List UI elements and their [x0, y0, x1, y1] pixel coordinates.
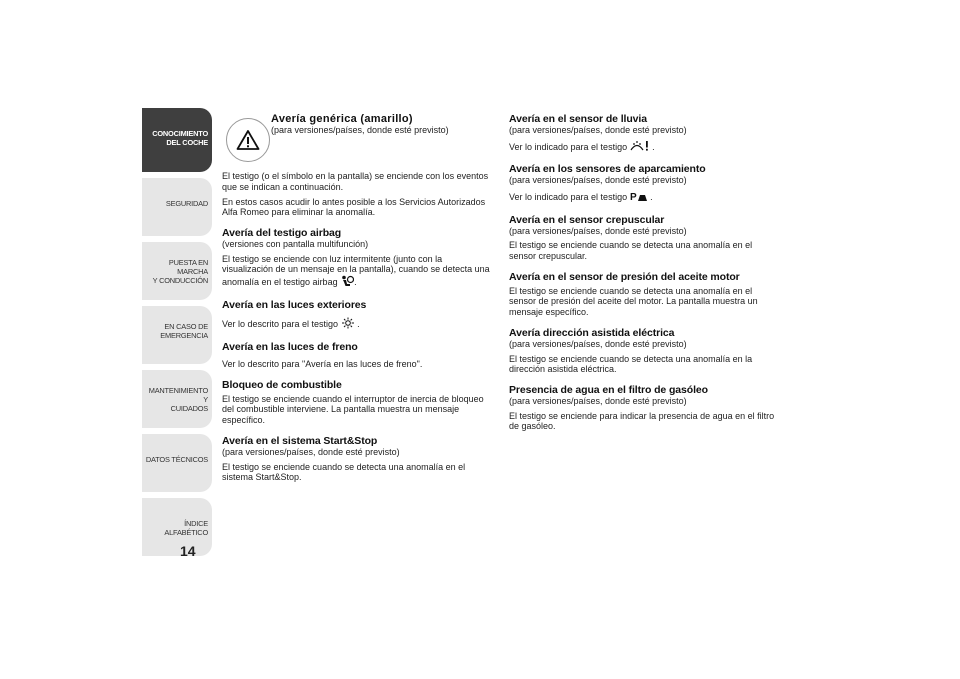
section-subtitle: (para versiones/países, donde esté previsto): [509, 125, 687, 135]
section-exterior-lights: [222, 299, 494, 332]
section-title: Avería en el sensor de presión del aceite motor: [509, 270, 740, 283]
tab-label: ÍNDICE ALFABÉTICO: [164, 519, 208, 537]
chapter-sidebar: [142, 108, 212, 562]
paragraph: El testigo (o el símbolo en la pantalla) se enciende con los eventos que se indican a continuación.: [222, 171, 489, 192]
section-title: Avería en los sensores de aparcamiento: [509, 163, 706, 176]
section-electric-steering: [509, 327, 781, 375]
section-title: Presencia de agua en el filtro de gasóleo: [509, 384, 708, 397]
section-parking-sensors: [509, 163, 781, 204]
section-title: Avería en el sensor crepuscular: [509, 213, 665, 226]
section-subtitle: (para versiones/países, donde esté previsto): [509, 339, 687, 350]
punctuation: .: [357, 318, 360, 329]
paragraph: Ver lo indicado para el testigo: [509, 141, 628, 152]
section-title: Avería en el sistema Start&Stop: [222, 435, 378, 448]
section-rain-sensor: [509, 113, 781, 154]
tab-indice-alfabetico[interactable]: [142, 498, 212, 556]
section-subtitle: (versiones con pantalla multifunción): [222, 239, 369, 250]
paragraph: El testigo se enciende cuando se detecta una anomalía en el sistema Start&Stop.: [222, 461, 466, 483]
tab-label: PUESTA EN MARCHA Y CONDUCCIÓN: [152, 258, 208, 285]
parking-sensor-icon: [630, 190, 648, 205]
tab-conocimiento-del-coche[interactable]: [142, 108, 212, 172]
tab-seguridad[interactable]: [142, 178, 212, 236]
section-subtitle: (para versiones/países, donde esté previsto): [222, 447, 400, 458]
section-airbag: [222, 227, 494, 290]
warning-triangle-icon: [226, 118, 270, 162]
section-title: Avería del testigo airbag: [222, 227, 342, 240]
tab-en-caso-de-emergencia[interactable]: [142, 306, 212, 364]
punctuation: .: [652, 141, 655, 152]
section-title: Bloqueo de combustible: [222, 378, 342, 391]
exterior-light-icon: [341, 317, 355, 332]
tab-mantenimiento[interactable]: [142, 370, 212, 428]
punctuation: .: [650, 191, 653, 202]
section-water-in-fuel: [509, 384, 781, 432]
paragraph: Ver lo descrito para "Avería en las luces de freno".: [222, 358, 423, 369]
section-subtitle: (para versiones/países, donde esté previsto): [509, 175, 687, 186]
paragraph: El testigo se enciende para indicar la presencia de agua en el filtro de gasóleo.: [509, 410, 775, 432]
paragraph: El testigo se enciende cuando se detecta una anomalía en la dirección asistida eléctrica.: [509, 353, 753, 375]
paragraph: Ver lo indicado para el testigo: [509, 191, 628, 202]
tab-label: EN CASO DE EMERGENCIA: [160, 322, 208, 340]
paragraph: El testigo se enciende cuando se detecta una anomalía en el sensor de presión del aceite del motor. La pantalla muestra un mensaje específico.: [509, 285, 758, 318]
section-subtitle: (para versiones/países, donde esté previsto): [271, 125, 449, 135]
paragraph: El testigo se enciende con luz intermitente (junto con la visualización de un mensaje en la pantalla), cuando se detecta una anomalía en el testigo airbag: [222, 253, 490, 288]
tab-label: DATOS TÉCNICOS: [145, 455, 208, 464]
airbag-icon: [340, 275, 354, 290]
svg-text:P: P: [629, 191, 637, 202]
tab-label: CONOCIMIENTO DEL COCHE: [152, 129, 208, 147]
section-title: Avería en las luces exteriores: [222, 299, 367, 312]
tab-label: MANTENIMIENTO Y CUIDADOS: [148, 386, 208, 413]
section-brake-lights: [222, 341, 494, 370]
paragraph: Ver lo descrito para el testigo: [222, 318, 339, 329]
section-fuel-block: [222, 379, 494, 426]
left-column: [222, 113, 494, 492]
paragraph: El testigo se enciende cuando el interruptor de inercia de bloqueo del combustible interviene. La pantalla muestra un mensaje específico.: [222, 393, 484, 426]
section-subtitle: (para versiones/países, donde esté previsto): [509, 396, 687, 407]
section-title: Avería dirección asistida eléctrica: [509, 327, 675, 340]
generic-fault-header: [222, 113, 494, 168]
tab-label: SEGURIDAD: [165, 199, 208, 208]
section-start-stop: [222, 435, 494, 483]
section-title: Avería en las luces de freno: [222, 340, 358, 353]
right-column: [509, 113, 781, 441]
rain-sensor-icon: [630, 140, 650, 155]
page-number: 14: [180, 543, 196, 559]
tab-puesta-en-marcha[interactable]: [142, 242, 212, 300]
section-title: Avería en el sensor de lluvia: [509, 113, 647, 125]
paragraph: En estos casos acudir lo antes posible a los Servicios Autorizados Alfa Romeo para eliminar la anomalía.: [222, 196, 486, 218]
section-title: Avería genérica (amarillo): [271, 113, 413, 125]
section-subtitle: (para versiones/países, donde esté previsto): [509, 225, 687, 236]
punctuation: .: [354, 277, 357, 288]
section-twilight-sensor: [509, 214, 781, 262]
section-oil-pressure-sensor: [509, 271, 781, 318]
paragraph: El testigo se enciende cuando se detecta una anomalía en el sensor crepuscular.: [509, 240, 753, 261]
tab-datos-tecnicos[interactable]: [142, 434, 212, 492]
